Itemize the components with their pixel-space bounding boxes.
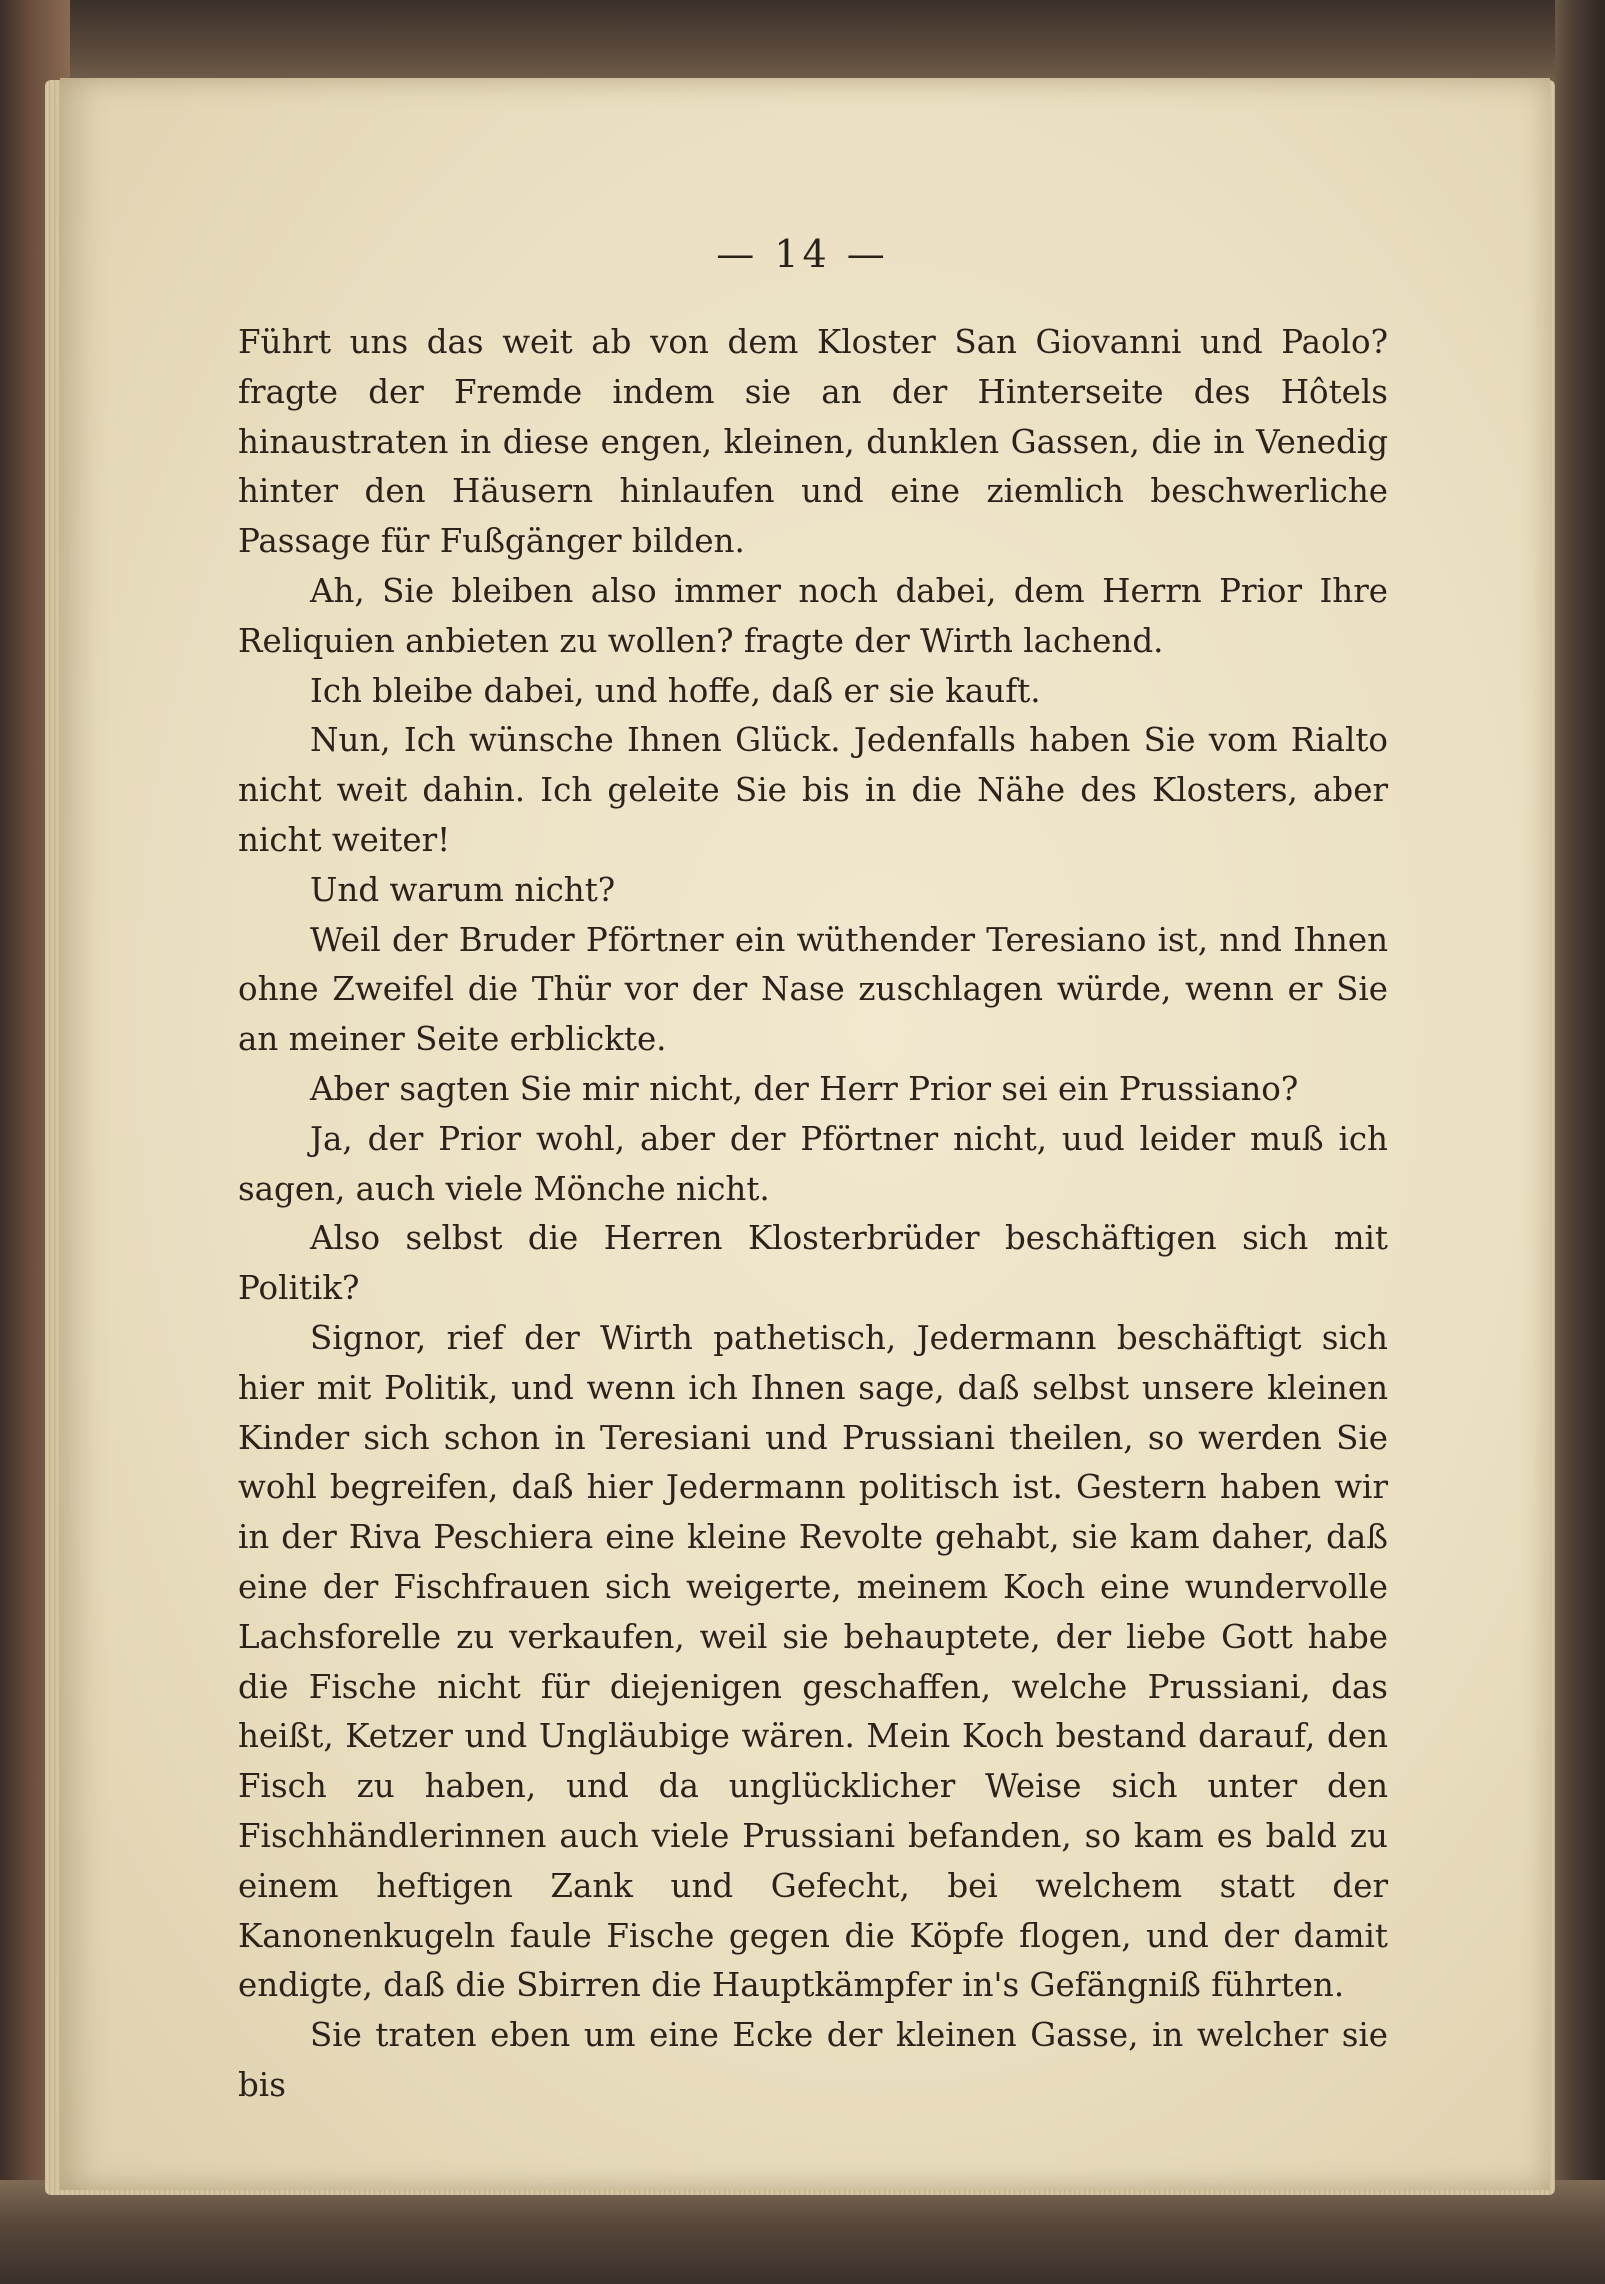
paragraph: Sie traten eben um eine Ecke der kleinen Gasse, in welcher sie bis — [238, 2016, 1388, 2104]
body-text — [238, 318, 1388, 2111]
book-binding-right — [1555, 0, 1605, 2284]
paragraph: Und warum nicht? — [310, 870, 616, 909]
book-binding-bottom — [0, 2180, 1605, 2284]
paragraph: Signor, rief der Wirth pathetisch, Jedermann beschäftigt sich hier mit Politik, und wenn ich Ihnen sage, daß selbst unsere kleinen Kinder sich schon in Teresiani und Prussiani theilen, so werden Sie wohl begreifen, daß hier Jedermann politisch ist. Gestern haben wir in der Riva Peschiera eine kleine Revolte gehabt, sie kam daher, daß eine der Fischfrauen sich weigerte, meinem Koch eine wundervolle Lachsforelle zu verkaufen, weil sie behauptete, der liebe Gott habe die Fische nicht für diejenigen geschaffen, welche Prussiani, das heißt, Ketzer und Ungläubige wären. Mein Koch bestand darauf, den Fisch zu haben, und da unglücklicher Weise sich unter den Fischhändlerinnen auch viele Prussiani befanden, so kam es bald zu einem heftigen Zank und Gefecht, bei welchem statt der Kanonenkugeln faule Fische gegen die Köpfe flogen, und der damit endigte, daß die Sbirren die Hauptkämpfer in's Gefängniß führten. — [238, 1318, 1388, 2005]
paragraph: Ah, Sie bleiben also immer noch dabei, dem Herrn Prior Ihre Reliquien anbieten zu wollen? fragte der Wirth lachend. — [238, 571, 1388, 660]
paragraph: Aber sagten Sie mir nicht, der Herr Prior sei ein Prussiano? — [310, 1069, 1299, 1108]
paragraph: Ich bleibe dabei, und hoffe, daß er sie kauft. — [310, 671, 1041, 710]
page-number: — 14 — — [716, 232, 889, 276]
paragraph: Weil der Bruder Pförtner ein wüthender Teresiano ist, nnd Ihnen ohne Zweifel die Thür vor der Nase zuschlagen würde, wenn er Sie an meiner Seite erblickte. — [238, 920, 1388, 1059]
paragraph: Also selbst die Herren Klosterbrüder beschäftigen sich mit Politik? — [238, 1219, 1388, 1308]
paragraph: Ja, der Prior wohl, aber der Pförtner nicht, uud leider muß ich sagen, auch viele Mönche nicht. — [238, 1119, 1388, 1208]
paragraph: Führt uns das weit ab von dem Kloster San Giovanni und Paolo? fragte der Fremde indem sie an der Hinterseite des Hôtels hinaustraten in diese engen, kleinen, dunklen Gassen, die in Venedig hinter den Häusern hinlaufen und eine ziemlich beschwerliche Passage für Fußgänger bilden. — [238, 323, 1388, 561]
paragraph: Nun, Ich wünsche Ihnen Glück. Jedenfalls haben Sie vom Rialto nicht weit dahin. Ich geleite Sie bis in die Nähe des Klosters, aber nicht weiter! — [238, 721, 1388, 859]
